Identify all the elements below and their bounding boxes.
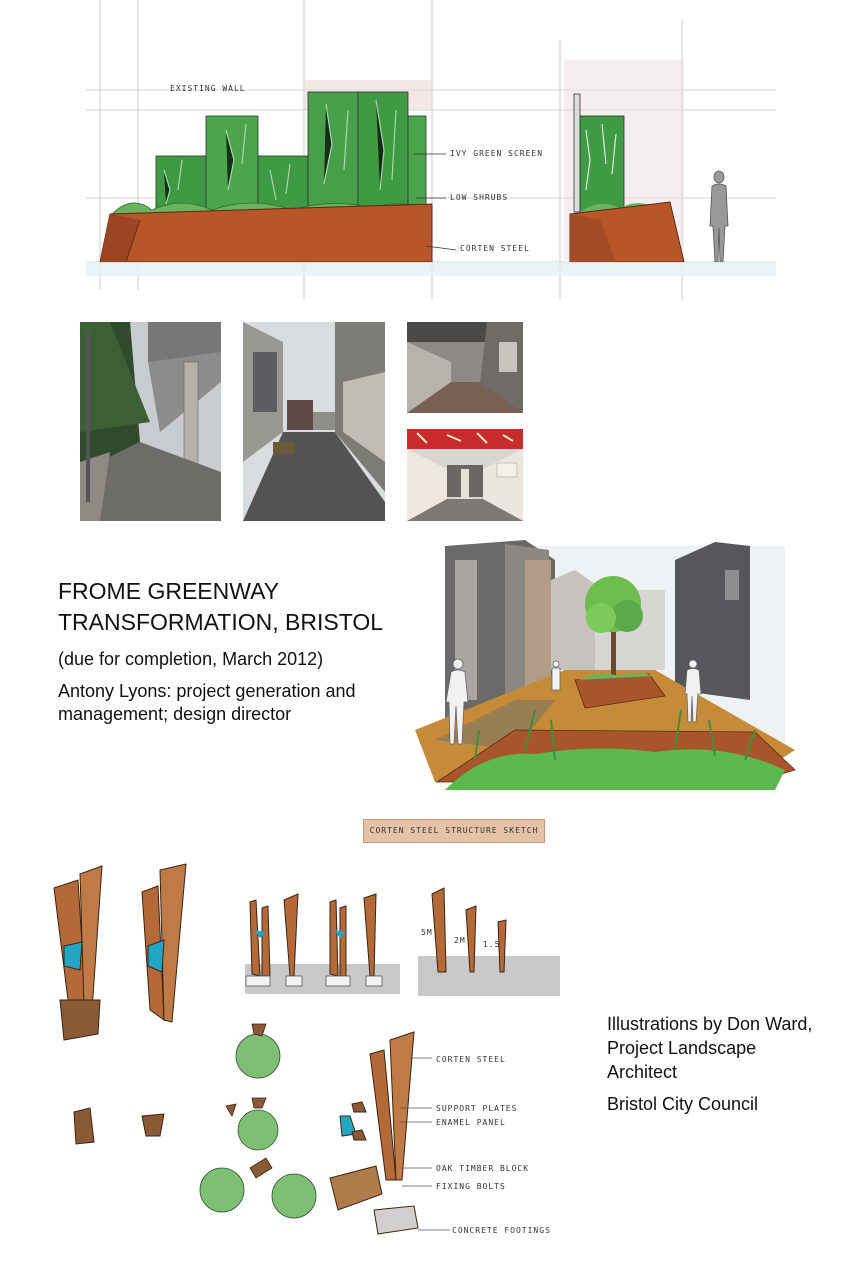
project-title-line1: FROME GREENWAY <box>58 578 280 604</box>
label-oak-timber-block: OAK TIMBER BLOCK <box>436 1164 530 1173</box>
label-corten-steel-2: CORTEN STEEL <box>436 1055 506 1064</box>
credit-lyons <box>58 680 356 726</box>
project-title <box>58 576 383 638</box>
illustration-credit <box>607 1012 812 1116</box>
illustration-credit-line4: Bristol City Council <box>607 1094 759 1114</box>
illustration-credit-line2: Project Landscape <box>607 1038 757 1058</box>
credit-lyons-line2: management; design director <box>58 704 292 724</box>
dimension-5m: 5M <box>421 928 433 937</box>
credit-lyons-line1: Antony Lyons: project generation and <box>58 681 356 701</box>
label-enamel-panel: ENAMEL PANEL <box>436 1118 506 1127</box>
perspective-rendering <box>415 520 800 810</box>
label-fixing-bolts: FIXING BOLTS <box>436 1182 506 1191</box>
label-concrete-footings: CONCRETE FOOTINGS <box>452 1226 551 1235</box>
label-support-plates: SUPPORT PLATES <box>436 1104 518 1113</box>
illustration-credit-line3: Architect <box>607 1062 678 1082</box>
site-photo-subway <box>407 429 523 521</box>
dimension-1-5: 1.5 <box>483 940 501 949</box>
completion-note: (due for completion, March 2012) <box>58 649 324 669</box>
project-title-line2: TRANSFORMATION, BRISTOL <box>58 609 384 635</box>
site-photo-alley <box>243 322 385 521</box>
illustration-credit-line1: Illustrations by Don Ward, <box>607 1014 813 1034</box>
site-photo-underpass <box>80 322 221 521</box>
site-photo-walkway <box>407 322 523 413</box>
dimension-2m: 2M <box>454 936 466 945</box>
label-low-shrubs: LOW SHRUBS <box>450 193 509 202</box>
corten-sketch-banner: CORTEN STEEL STRUCTURE SKETCH <box>363 819 545 843</box>
label-ivy-green-screen: IVY GREEN SCREEN <box>450 149 544 158</box>
elevation-sketch <box>86 0 776 300</box>
label-corten-steel: CORTEN STEEL <box>460 244 530 253</box>
label-existing-wall: EXISTING WALL <box>170 84 246 93</box>
